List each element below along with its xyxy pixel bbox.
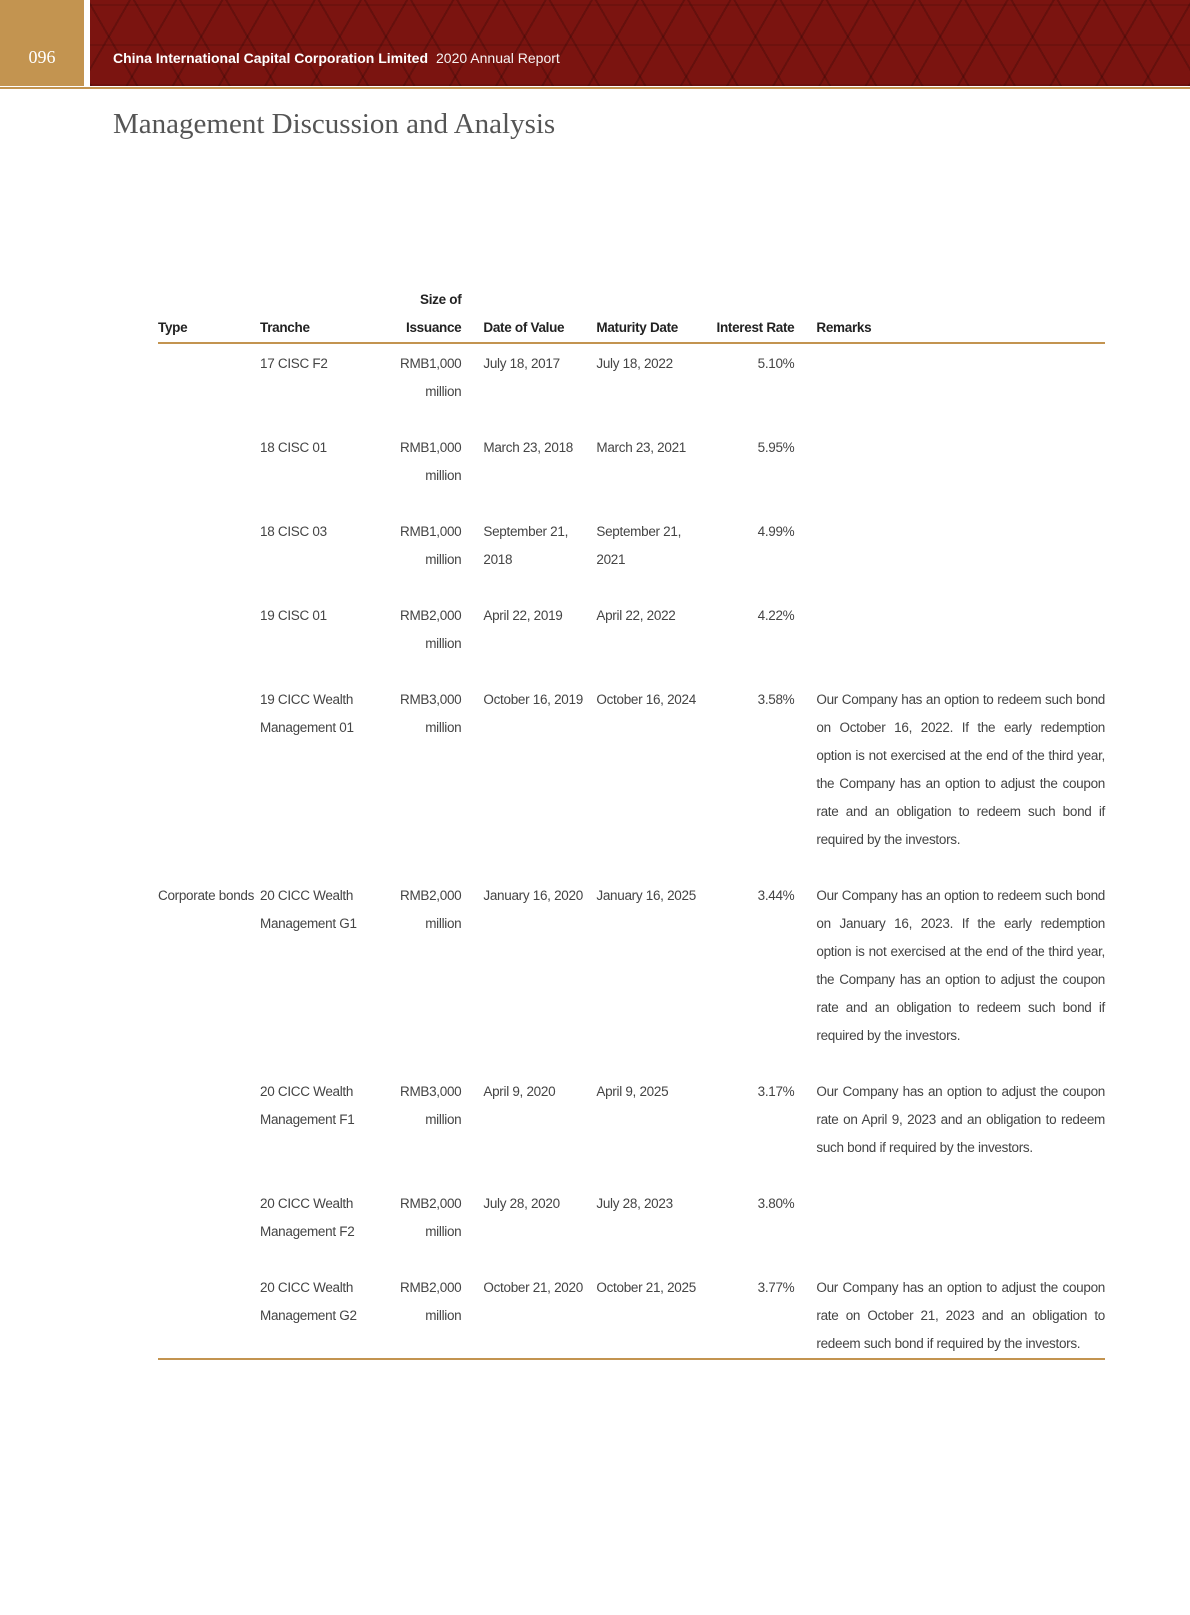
cell-remarks: Our Company has an option to redeem such bond on October 16, 2022. If the early redemption option is not exercised at the end of the third year, the Company has an option to adjust the coupon rate and an obligation to redeem such bond if required by the investors.: [816, 692, 1105, 847]
cell-type: [158, 428, 260, 512]
cell-maturity: October 16, 2024: [596, 692, 696, 707]
table-row: [158, 1268, 1105, 1359]
cell-rate: 4.99%: [757, 524, 795, 539]
table-row: [158, 876, 1105, 1072]
cell-size: RMB2,000 million: [400, 1280, 462, 1323]
cell-date: April 9, 2020: [483, 1084, 556, 1099]
cell-tranche: 20 CICC Wealth Management F1: [260, 1084, 355, 1127]
cell-size: RMB2,000 million: [400, 1196, 462, 1239]
cell-remarks: Our Company has an option to adjust the coupon rate on April 9, 2023 and an obligation to redeem such bond if required by the investors.: [816, 1084, 1105, 1155]
page-title: Management Discussion and Analysis: [113, 108, 556, 140]
cell-rate: 3.44%: [757, 888, 795, 903]
col-date: Date of Value: [483, 286, 596, 343]
cell-size: RMB3,000 million: [400, 1084, 462, 1127]
cell-size: RMB1,000 million: [400, 524, 462, 567]
cell-maturity: July 18, 2022: [596, 356, 673, 371]
cell-type: Corporate bonds: [158, 888, 255, 903]
cell-date: July 28, 2020: [483, 1196, 560, 1211]
cell-size: RMB1,000 million: [400, 356, 462, 399]
table-row: [158, 680, 1105, 876]
table-row: [158, 596, 1105, 680]
cell-remarks: Our Company has an option to adjust the coupon rate on October 21, 2023 and an obligation to redeem such bond if required by the investors.: [816, 1280, 1105, 1351]
cell-tranche: 20 CICC Wealth Management G1: [260, 888, 357, 931]
table-row: [158, 1072, 1105, 1184]
cell-tranche: 18 CISC 01: [260, 440, 327, 455]
cell-remarks: Our Company has an option to redeem such bond on January 16, 2023. If the early redemption option is not exercised at the end of the third year, the Company has an option to adjust the coupon rate and an obligation to redeem such bond if required by the investors.: [816, 888, 1105, 1043]
col-size: Size of Issuance: [370, 286, 483, 343]
cell-rate: 3.17%: [757, 1084, 795, 1099]
cell-maturity: April 22, 2022: [596, 608, 676, 623]
cell-type: [158, 596, 260, 680]
cell-date: March 23, 2018: [483, 440, 573, 455]
cell-rate: 5.10%: [757, 356, 795, 371]
cell-date: October 16, 2019: [483, 692, 583, 707]
header-band: [90, 0, 1190, 86]
cell-remarks: [816, 343, 1105, 428]
cell-remarks: [816, 596, 1105, 680]
cell-rate: 3.58%: [757, 692, 795, 707]
company-name: China International Capital Corporation Limited: [113, 50, 429, 66]
cell-type: [158, 1184, 260, 1268]
col-rate: Interest Rate: [708, 286, 816, 343]
cell-date: July 18, 2017: [483, 356, 560, 371]
cell-maturity: March 23, 2021: [596, 440, 686, 455]
cell-date: January 16, 2020: [483, 888, 583, 903]
cell-size: RMB1,000 million: [400, 440, 462, 483]
cell-type: [158, 343, 260, 428]
report-name: 2020 Annual Report: [436, 50, 560, 66]
cell-rate: 3.77%: [757, 1280, 795, 1295]
col-tranche: Tranche: [260, 286, 370, 343]
page-number: 096: [0, 0, 84, 86]
cell-maturity: July 28, 2023: [596, 1196, 673, 1211]
cell-maturity: October 21, 2025: [596, 1280, 696, 1295]
table-row: [158, 343, 1105, 428]
cell-maturity: April 9, 2025: [596, 1084, 669, 1099]
cell-rate: 5.95%: [757, 440, 795, 455]
cell-remarks: [816, 512, 1105, 596]
cell-size: RMB2,000 million: [400, 888, 462, 931]
cell-tranche: 19 CICC Wealth Management 01: [260, 692, 354, 735]
table-header: [158, 286, 1105, 343]
cell-tranche: 20 CICC Wealth Management G2: [260, 1280, 357, 1323]
cell-maturity: September 21, 2021: [596, 524, 682, 567]
cell-size: RMB2,000 million: [400, 608, 462, 651]
cell-remarks: [816, 428, 1105, 512]
cell-size: RMB3,000 million: [400, 692, 462, 735]
cell-rate: 3.80%: [757, 1196, 795, 1211]
cell-type: [158, 680, 260, 876]
col-remarks: Remarks: [816, 286, 1105, 343]
cell-tranche: 18 CISC 03: [260, 524, 327, 539]
cell-tranche: 20 CICC Wealth Management F2: [260, 1196, 355, 1239]
cell-date: October 21, 2020: [483, 1280, 583, 1295]
table-row: [158, 512, 1105, 596]
table-row: [158, 428, 1105, 512]
cell-type: [158, 1268, 260, 1359]
col-type: Type: [158, 286, 260, 343]
cell-rate: 4.22%: [757, 608, 795, 623]
cell-type: [158, 1072, 260, 1184]
cell-date: April 22, 2019: [483, 608, 563, 623]
cell-date: September 21, 2018: [483, 524, 569, 567]
col-maturity: Maturity Date: [596, 286, 708, 343]
cell-tranche: 19 CISC 01: [260, 608, 327, 623]
cell-remarks: [816, 1184, 1105, 1268]
header-title: [113, 50, 560, 66]
cell-type: [158, 512, 260, 596]
cell-tranche: 17 CISC F2: [260, 356, 328, 371]
cell-maturity: January 16, 2025: [596, 888, 696, 903]
header-divider: [0, 87, 1190, 89]
bonds-table: [158, 286, 1105, 1360]
table-row: [158, 1184, 1105, 1268]
